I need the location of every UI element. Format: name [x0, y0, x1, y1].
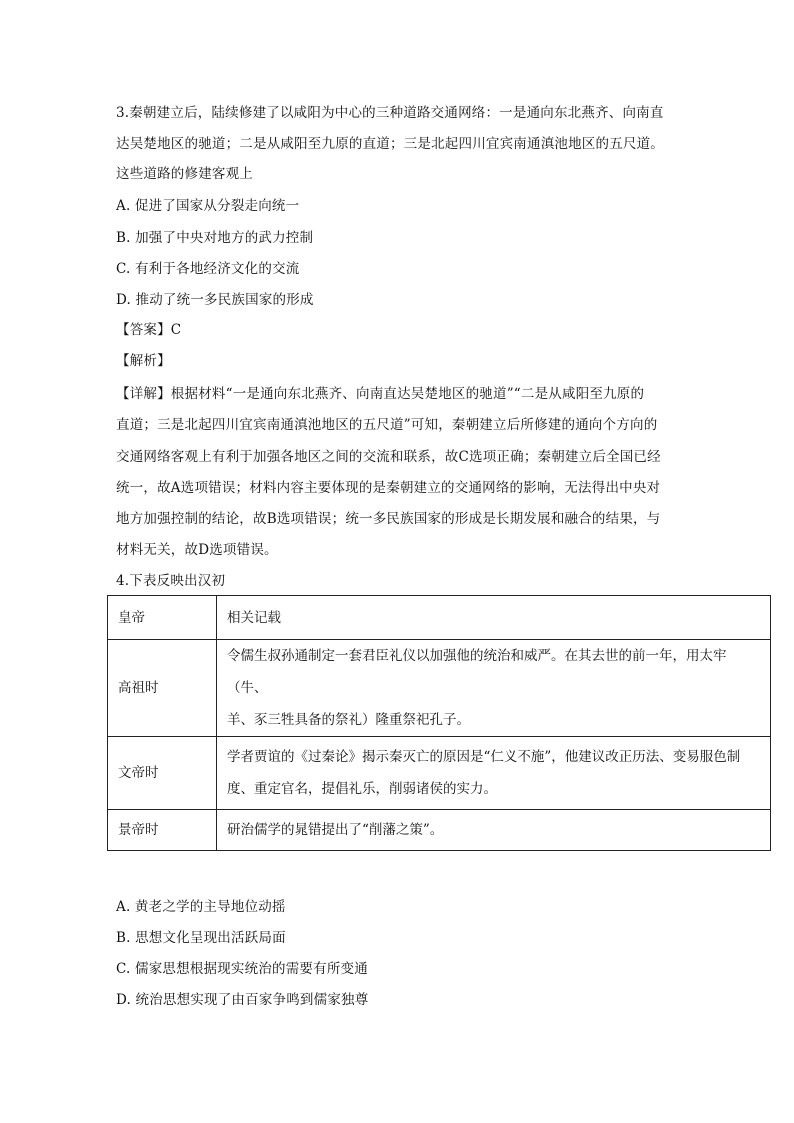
row-record	[217, 737, 771, 810]
row-emperor: 文帝时	[108, 737, 217, 810]
record-line: 研治儒学的晁错提出了“削藩之策”。	[227, 822, 444, 838]
table-row	[108, 810, 771, 851]
record-line: 度、重定官名，提倡礼乐，削弱诸侯的实力。	[227, 781, 497, 797]
q4-option-b: B. 思想文化呈现出活跃局面	[116, 930, 286, 946]
q3-stem-line-3: 这些道路的修建客观上	[116, 166, 253, 182]
record-line: 学者贾谊的《过秦论》揭示秦灭亡的原因是“仁义不施”，他建议改正历法、变易服色制	[227, 749, 741, 765]
header-records: 相关记载	[217, 596, 771, 640]
q3-detail-line-5: 地方加强控制的结论，故B选项错误；统一多民族国家的形成是长期发展和融合的结果，与	[116, 511, 661, 527]
q3-detail-line-2: 直道；三是北起四川宜宾南通滇池地区的五尺道”可知，秦朝建立后所修建的通向个方向的	[116, 417, 658, 433]
row-record	[217, 810, 771, 851]
q3-option-b: B. 加强了中央对地方的武力控制	[116, 230, 314, 246]
q3-option-c: C. 有利于各地经济文化的交流	[116, 261, 300, 277]
q4-option-c: C. 儒家思想根据现实统治的需要有所变通	[116, 961, 368, 977]
records-table	[107, 595, 771, 851]
q3-detail-line-3: 交通网络客观上有利于加强各地区之间的交流和联系，故C选项正确；秦朝建立后全国已经	[116, 449, 661, 465]
q3-answer: 【答案】C	[116, 322, 182, 338]
q4-option-d: D. 统治思想实现了由百家争鸣到儒家独尊	[116, 992, 369, 1008]
q4-stem: 4.下表反映出汉初	[116, 573, 226, 589]
q3-option-d: D. 推动了统一多民族国家的形成	[116, 292, 314, 308]
header-emperor: 皇帝	[108, 596, 217, 640]
q3-detail-line-4: 统一，故A选项错误；材料内容主要体现的是秦朝建立的交通网络的影响，无法得出中央对	[116, 480, 661, 496]
table-header-row	[108, 596, 771, 640]
record-line: 令儒生叔孙通制定一套君臣礼仪以加强他的统治和威严。在其去世的前一年，用太牢（牛、	[227, 648, 727, 696]
record-line: 羊、豕三牲具备的祭礼）隆重祭祀孔子。	[227, 712, 470, 728]
q3-analysis-heading: 【解析】	[116, 353, 171, 369]
q3-option-a: A. 促进了国家从分裂走向统一	[116, 198, 300, 214]
row-emperor: 高祖时	[108, 640, 217, 737]
row-record	[217, 640, 771, 737]
table-row	[108, 640, 771, 737]
q3-stem-line-2: 达吴楚地区的驰道；二是从咸阳至九原的直道；三是北起四川宜宾南通滇池地区的五尺道。	[116, 136, 664, 152]
row-emperor: 景帝时	[108, 810, 217, 851]
q4-option-a: A. 黄老之学的主导地位动摇	[116, 899, 286, 915]
q3-detail-line-1: 【详解】根据材料“一是通向东北燕齐、向南直达吴楚地区的驰道”“二是从咸阳至九原的	[116, 386, 645, 402]
q3-stem-line-1: 3.秦朝建立后，陆续修建了以咸阳为中心的三种道路交通网络：一是通向东北燕齐、向南直	[116, 105, 664, 121]
q3-detail-line-6: 材料无关，故D选项错误。	[116, 542, 278, 558]
table-row	[108, 737, 771, 810]
